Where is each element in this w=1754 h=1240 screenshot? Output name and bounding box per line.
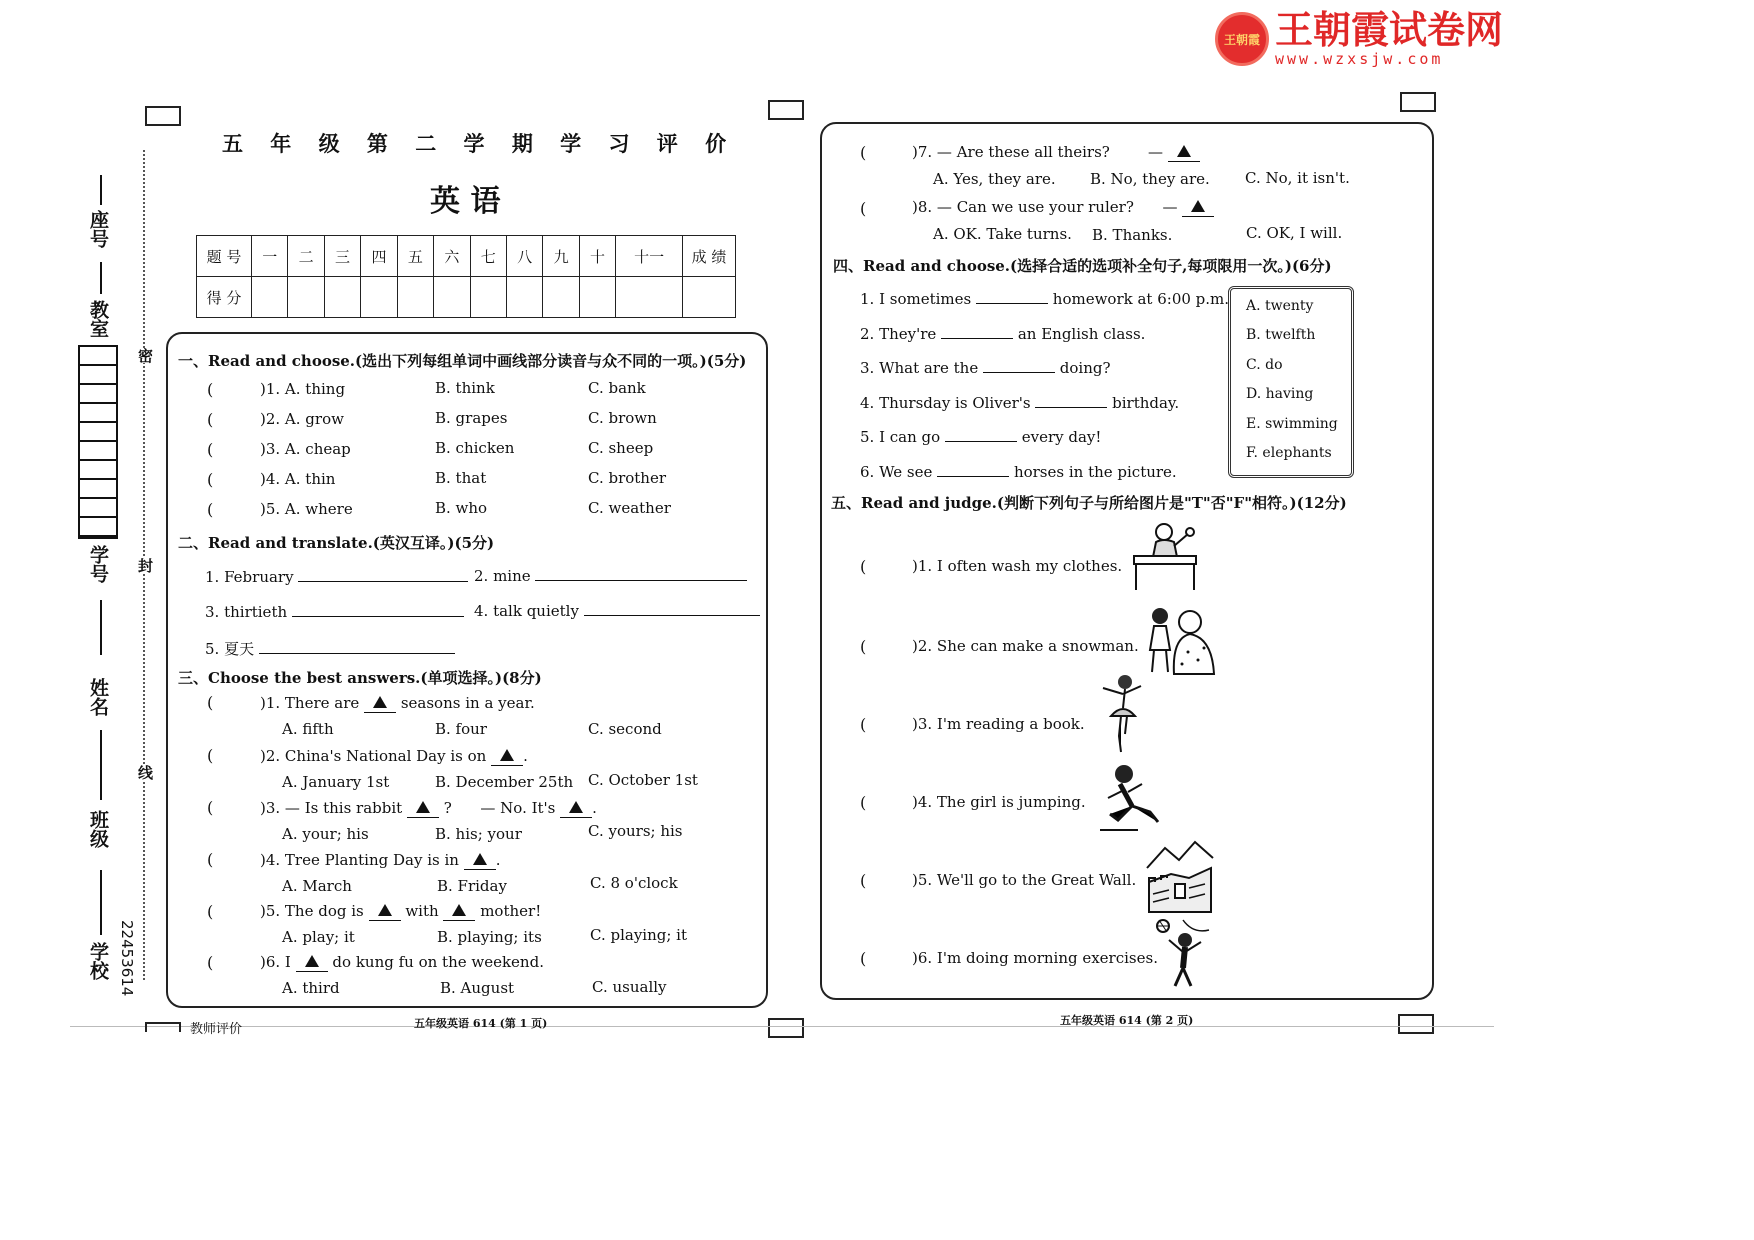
triangle-icon <box>500 749 514 761</box>
translate-item: 2. mine <box>474 567 747 585</box>
phonics-option-a: )5. A. where <box>260 500 353 518</box>
seal-word-mi: 密 <box>136 348 154 363</box>
section-2-title: 二、Read and translate.(英汉互译。)(5分) <box>178 534 495 552</box>
answer-blank[interactable] <box>941 338 1013 339</box>
section-5-title: 五、Read and judge.(判断下列句子与所给图片是"T"否"F"相符。)(12分) <box>831 494 1347 512</box>
answer-blank[interactable] <box>584 615 760 616</box>
answer-paren[interactable]: ( <box>207 693 214 712</box>
triangle-icon <box>378 904 392 916</box>
score-row-label: 得 分 <box>197 277 252 318</box>
phonics-option-c: C. bank <box>588 379 646 397</box>
answer-blank[interactable] <box>1035 407 1107 408</box>
phonics-option-b: B. who <box>435 499 488 517</box>
option: B. Friday <box>437 877 507 895</box>
triangle-icon <box>1177 145 1191 157</box>
class-label: 班级 <box>87 810 109 848</box>
school-label: 学校 <box>87 942 109 980</box>
judge-sentence: )5. We'll go to the Great Wall. <box>912 871 1137 889</box>
answer-paren[interactable]: ( <box>207 470 214 489</box>
score-cell[interactable] <box>579 277 615 318</box>
corner-mark <box>768 100 804 120</box>
score-col: 七 <box>470 236 506 277</box>
mc-question-5: )5. The dog is with mother! <box>260 902 542 920</box>
corner-mark <box>1398 1014 1434 1034</box>
corner-mark <box>145 106 181 126</box>
fill-blank-sentence: 6. We see horses in the picture. <box>860 463 1177 481</box>
room-label: 教室 <box>87 300 109 338</box>
phonics-option-a: )3. A. cheap <box>260 440 351 458</box>
teacher-eval-label: 教师评价 <box>190 1022 243 1037</box>
score-cell[interactable] <box>683 277 736 318</box>
answer-paren[interactable]: ( <box>860 637 867 656</box>
answer-paren[interactable]: ( <box>207 953 214 972</box>
option: C. playing; it <box>590 926 688 944</box>
word-option: D. having <box>1246 386 1314 402</box>
score-table <box>196 235 736 318</box>
answer-blank[interactable] <box>937 476 1009 477</box>
answer-paren[interactable]: ( <box>860 871 867 890</box>
option: B. August <box>440 979 515 997</box>
seal-icon: 王朝霞 <box>1215 12 1269 66</box>
section-4-title: 四、Read and choose.(选择合适的选项补全句子,每项限用一次。)(6分) <box>833 257 1332 275</box>
score-col: 五 <box>397 236 433 277</box>
picture-snowman <box>1140 600 1220 678</box>
judge-sentence: )4. The girl is jumping. <box>912 793 1086 811</box>
option: B. Thanks. <box>1092 226 1173 244</box>
phonics-option-b: B. that <box>435 469 487 487</box>
answer-blank[interactable] <box>259 653 455 654</box>
student-no-label: 学号 <box>87 545 109 583</box>
triangle-icon <box>373 696 387 708</box>
option: C. October 1st <box>588 771 698 789</box>
mc-question-8: )8. — Can we use your ruler? — <box>912 198 1214 217</box>
answer-paren[interactable]: ( <box>860 557 867 576</box>
option: B. four <box>435 720 487 738</box>
phonics-option-c: C. weather <box>588 499 671 517</box>
option: C. yours; his <box>588 822 683 840</box>
picture-dancing-girl <box>1095 672 1145 756</box>
score-cell[interactable] <box>434 277 470 318</box>
word-option: B. twelfth <box>1246 327 1316 343</box>
answer-blank[interactable] <box>945 441 1017 442</box>
score-cell[interactable] <box>361 277 397 318</box>
score-cell[interactable] <box>397 277 433 318</box>
phonics-option-c: C. brother <box>588 469 667 487</box>
section-3-title: 三、Choose the best answers.(单项选择。)(8分) <box>178 669 542 687</box>
option: C. second <box>588 720 662 738</box>
option: C. OK, I will. <box>1246 224 1343 242</box>
name-label: 姓名 <box>87 678 109 716</box>
answer-blank[interactable] <box>983 372 1055 373</box>
score-cell[interactable] <box>616 277 683 318</box>
option: A. fifth <box>282 720 334 738</box>
translate-item: 1. February <box>205 568 468 586</box>
phonics-option-c: C. brown <box>588 409 657 427</box>
option: A. OK. Take turns. <box>933 225 1072 243</box>
option: B. December 25th <box>435 773 574 791</box>
word-option: E. swimming <box>1246 416 1338 432</box>
answer-paren[interactable]: ( <box>207 798 214 817</box>
phonics-option-a: )4. A. thin <box>260 470 336 488</box>
picture-jumping-girl <box>1098 762 1168 834</box>
mc-question-6: )6. I do kung fu on the weekend. <box>260 953 544 971</box>
mc-question-3: )3. — Is this rabbit ? — No. It's . <box>260 799 597 817</box>
option: B. No, they are. <box>1090 170 1210 188</box>
word-option: C. do <box>1246 357 1283 373</box>
answer-paren[interactable]: ( <box>860 949 867 968</box>
answer-blank[interactable] <box>292 616 464 617</box>
answer-paren[interactable]: ( <box>860 715 867 734</box>
score-col: 八 <box>506 236 542 277</box>
triangle-icon <box>1191 200 1205 212</box>
watermark-logo <box>1215 10 1503 68</box>
score-cell[interactable] <box>543 277 579 318</box>
answer-paren[interactable]: ( <box>860 793 867 812</box>
triangle-icon <box>416 801 430 813</box>
translate-item: 5. 夏天 <box>205 638 455 659</box>
triangle-icon <box>473 853 487 865</box>
fill-blank-sentence: 4. Thursday is Oliver's birthday. <box>860 394 1180 412</box>
answer-paren[interactable]: ( <box>207 410 214 429</box>
judge-sentence: )6. I'm doing morning exercises. <box>912 949 1158 967</box>
score-cell[interactable] <box>470 277 506 318</box>
option: A. Yes, they are. <box>933 170 1056 188</box>
score-col: 一 <box>252 236 288 277</box>
translate-item: 3. thirtieth <box>205 603 464 621</box>
score-cell[interactable] <box>252 277 288 318</box>
mc-question-2: )2. China's National Day is on . <box>260 747 528 765</box>
corner-mark <box>145 1022 181 1032</box>
triangle-icon <box>569 801 583 813</box>
picture-great-wall <box>1145 838 1215 912</box>
score-col: 九 <box>543 236 579 277</box>
translate-item: 4. talk quietly <box>474 602 760 620</box>
subject-title: 英 语 <box>430 184 501 219</box>
answer-paren[interactable]: ( <box>207 500 214 519</box>
triangle-icon <box>452 904 466 916</box>
option: B. his; your <box>435 825 522 843</box>
footer-divider <box>70 1026 1494 1027</box>
corner-mark <box>1400 92 1436 112</box>
phonics-option-a: )2. A. grow <box>260 410 344 428</box>
triangle-icon <box>305 955 319 967</box>
brand-name: 王朝霞试卷网 <box>1275 8 1504 52</box>
phonics-option-c: C. sheep <box>588 439 654 457</box>
mc-question-1: )1. There are seasons in a year. <box>260 694 535 712</box>
page-1-footer: 五年级英语 614 (第 1 页) <box>414 1017 548 1030</box>
option: C. usually <box>592 978 667 996</box>
option: A. play; it <box>282 928 355 946</box>
fill-blank-sentence: 5. I can go every day! <box>860 428 1102 446</box>
score-col: 四 <box>361 236 397 277</box>
score-total-header: 成 绩 <box>683 236 736 277</box>
option: A. March <box>282 877 352 895</box>
phonics-option-a: )1. A. thing <box>260 380 346 398</box>
word-option: A. twenty <box>1246 298 1314 314</box>
score-col: 二 <box>288 236 324 277</box>
answer-paren[interactable]: ( <box>860 143 867 162</box>
answer-paren[interactable]: ( <box>207 850 214 869</box>
score-col: 六 <box>434 236 470 277</box>
code-number: 22453614 <box>118 920 136 997</box>
answer-paren[interactable]: ( <box>207 380 214 399</box>
seal-word-xian: 线 <box>136 765 154 780</box>
word-option: F. elephants <box>1246 445 1332 461</box>
picture-morning-exercise <box>1153 914 1215 990</box>
score-cell[interactable] <box>288 277 324 318</box>
option: A. January 1st <box>282 773 390 791</box>
page-title: 五 年 级 第 二 学 期 学 习 评 价 <box>222 132 737 156</box>
seat-label: 座号 <box>87 210 109 248</box>
fill-blank-sentence: 1. I sometimes homework at 6:00 p.m. <box>860 290 1230 308</box>
student-no-boxes[interactable] <box>78 345 118 539</box>
corner-mark <box>768 1018 804 1038</box>
fill-blank-sentence: 2. They're an English class. <box>860 325 1146 343</box>
score-cell[interactable] <box>324 277 360 318</box>
answer-blank[interactable] <box>298 581 468 582</box>
seal-word-feng: 封 <box>136 558 154 573</box>
phonics-option-b: B. think <box>435 379 495 397</box>
score-col: 十一 <box>616 236 683 277</box>
score-col: 十 <box>579 236 615 277</box>
answer-paren[interactable]: ( <box>207 440 214 459</box>
answer-paren[interactable]: ( <box>207 902 214 921</box>
brand-url: www.wzxsjw.com <box>1275 50 1444 68</box>
mc-question-7: )7. — Are these all theirs? — <box>912 143 1200 162</box>
option: A. third <box>282 979 340 997</box>
option: C. 8 o'clock <box>590 874 678 892</box>
phonics-option-b: B. grapes <box>435 409 508 427</box>
phonics-option-b: B. chicken <box>435 439 515 457</box>
answer-paren[interactable]: ( <box>860 199 867 218</box>
option: A. your; his <box>282 825 369 843</box>
judge-sentence: )3. I'm reading a book. <box>912 715 1085 733</box>
option: B. playing; its <box>437 928 542 946</box>
fill-blank-sentence: 3. What are the doing? <box>860 359 1111 377</box>
judge-sentence: )1. I often wash my clothes. <box>912 557 1123 575</box>
page-2-footer: 五年级英语 614 (第 2 页) <box>1060 1014 1194 1027</box>
answer-paren[interactable]: ( <box>207 746 214 765</box>
judge-sentence: )2. She can make a snowman. <box>912 637 1139 655</box>
section-1-title: 一、Read and choose.(选出下列每组单词中画线部分读音与众不同的一项。)(5分) <box>178 352 747 370</box>
answer-blank[interactable] <box>535 580 747 581</box>
score-header: 题 号 <box>197 236 252 277</box>
picture-washing-clothes <box>1128 518 1203 593</box>
score-cell[interactable] <box>506 277 542 318</box>
mc-question-4: )4. Tree Planting Day is in . <box>260 851 501 869</box>
score-col: 三 <box>324 236 360 277</box>
answer-blank[interactable] <box>976 303 1048 304</box>
option: C. No, it isn't. <box>1245 169 1350 187</box>
